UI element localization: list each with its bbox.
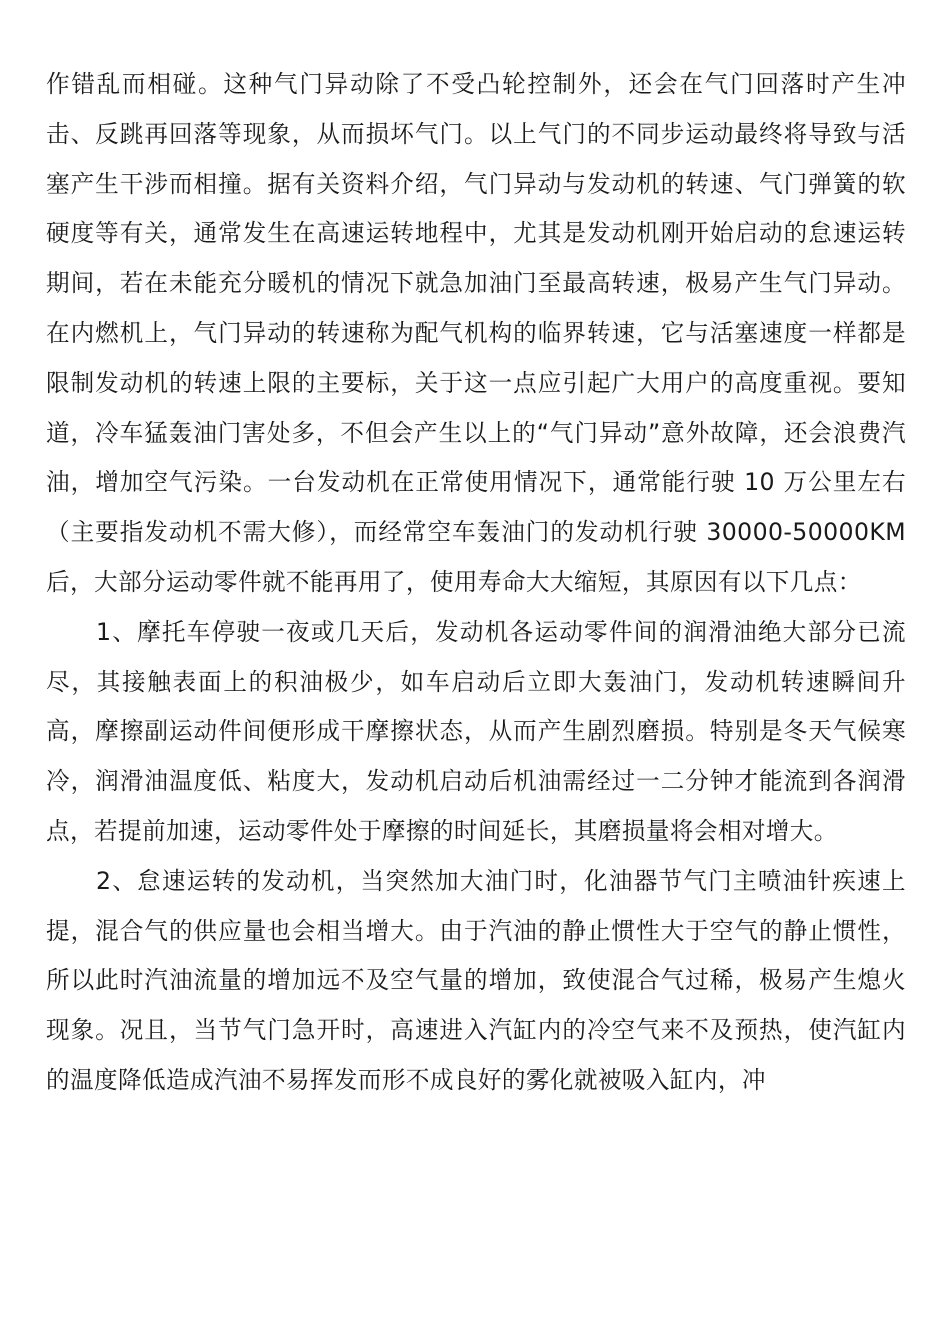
document-body bbox=[46, 60, 906, 1106]
paragraph-1: 作错乱而相碰。这种气门异动除了不受凸轮控制外，还会在气门回落时产生冲击、反跳再回落等现象，从而损坏气门。以上气门的不同步运动最终将导致与活塞产生干涉而相撞。据有关资料介绍，气门异动与发动机的转速、气门弹簧的软硬度等有关，通常发生在高速运转地程中，尤其是发动机刚开始启动的怠速运转期间，若在未能充分暖机的情况下就急加油门至最高转速，极易产生气门异动。在内燃机上，气门异动的转速称为配气机构的临界转速，它与活塞速度一样都是限制发动机的转速上限的主要标，关于这一点应引起广大用户的高度重视。要知道，冷车猛轰油门害处多，不但会产生以上的“气门异动”意外故障，还会浪费汽油，增加空气污染。一台发动机在正常使用情况下，通常能行驶 10 万公里左右（主要指发动机不需大修），而经常空车轰油门的发动机行驶 30000-50000KM 后，大部分运动零件就不能再用了，使用寿命大大缩短，其原因有以下几点： bbox=[46, 70, 906, 596]
paragraph-3: 2、怠速运转的发动机，当突然加大油门时，化油器节气门主喷油针疾速上提，混合气的供应量也会相当增大。由于汽油的静止惯性大于空气的静止惯性，所以此时汽油流量的增加远不及空气量的增加，致使混合气过稀，极易产生熄火现象。况且，当节气门急开时，高速进入汽缸内的冷空气来不及预热，使汽缸内的温度降低造成汽油不易挥发而形不成良好的雾化就被吸入缸内，冲 bbox=[46, 866, 906, 1094]
paragraph-2: 1、摩托车停驶一夜或几天后，发动机各运动零件间的润滑油绝大部分已流尽，其接触表面上的积油极少，如车启动后立即大轰油门，发动机转速瞬间升高，摩擦副运动件间便形成干摩擦状态，从而产生剧烈磨损。特别是冬天气候寒冷，润滑油温度低、粘度大，发动机启动后机油需经过一二分钟才能流到各润滑点，若提前加速，运动零件处于摩擦的时间延长，其磨损量将会相对增大。 bbox=[46, 617, 906, 845]
